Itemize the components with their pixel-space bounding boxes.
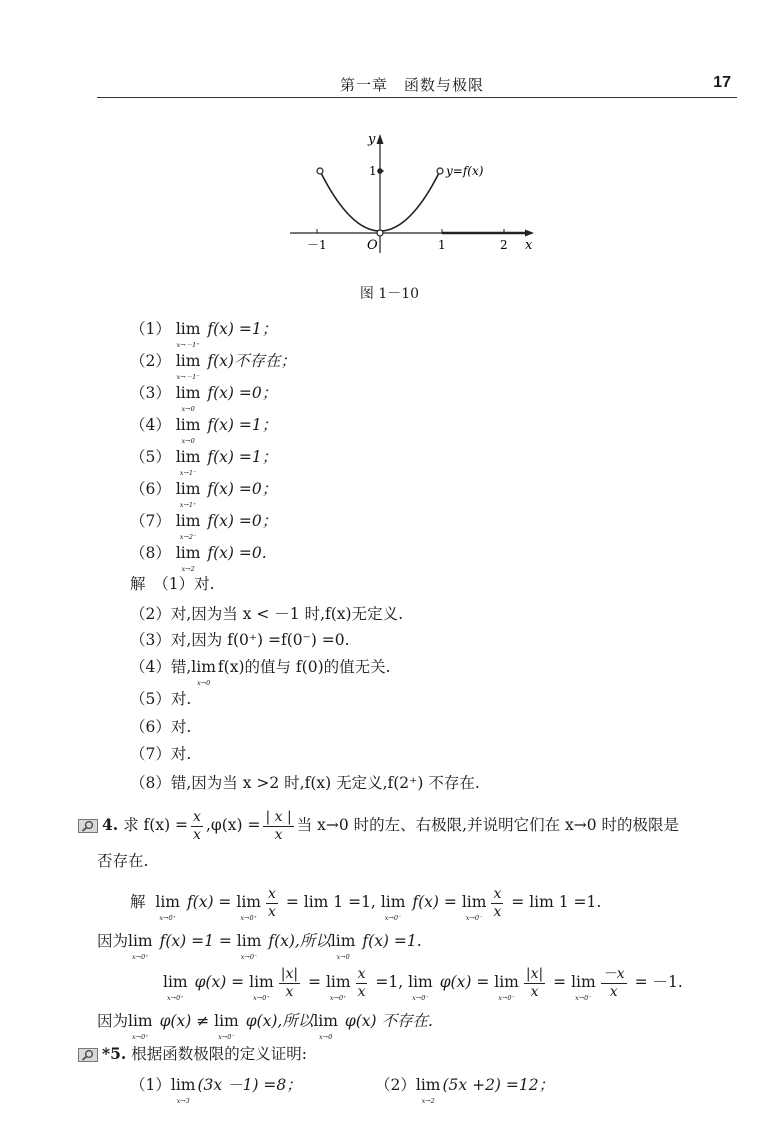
magnifier-icon <box>78 819 98 833</box>
header-rule <box>97 97 737 98</box>
tick-label-neg1: －1 <box>307 238 327 252</box>
y-label: y <box>368 132 376 147</box>
q3-answer-8: （8）错,因为当 x >2 时,f(x) 无定义,f(2⁺) 不存在. <box>130 774 480 792</box>
running-header <box>97 74 737 96</box>
page-number: 17 <box>713 74 731 91</box>
q4-solution-line-3: lim x→0⁺ φ(x) = lim x→0⁺ $\frac{|x|}{x}$ = lim x→0⁺ $\frac{x}{x}$ =1, lim x→0⁻ φ(x) = lim x→0⁻ $\frac{|x|}{x}$ = lim x→0⁻ $\frac{-x}{x}$ = －1. <box>163 965 683 1002</box>
q3-answer-1: 解 （1）对. <box>130 575 215 593</box>
q3-part-1: （1） lim x→－1⁺ f(x) =1； <box>130 320 278 349</box>
q3-part-2: （2） lim x→－1⁻ f(x)不存在； <box>130 352 296 381</box>
q4-statement: 4. 求 f(x) = $\frac{x}{x}$ ,φ(x) = $\frac{| x |}{x}$ 当 x→0 时的左、右极限,并说明它们在 x→0 时的极限是 <box>78 806 679 844</box>
q3-answer-6: （6）对. <box>130 718 192 736</box>
q3-part-8: （8） lim x→2 f(x) =0. <box>130 544 267 573</box>
q3-part-3: （3） lim x→0 f(x) =0； <box>130 384 278 413</box>
figure-caption: 图 1－10 <box>359 286 420 302</box>
q5-part-2: （2）lim x→2 (5x +2) =12； <box>375 1076 555 1105</box>
q3-part-5: （5） lim x→1⁻ f(x) =1； <box>130 448 278 477</box>
magnifier-icon <box>78 1048 98 1062</box>
tick-label-2: 2 <box>500 238 508 252</box>
origin-label: O <box>367 238 378 253</box>
q5-part-1: （1）lim x→3 (3x －1) =8； <box>130 1076 302 1105</box>
q3-answer-7: （7）对. <box>130 745 192 763</box>
q5-number: *5. <box>102 1044 127 1063</box>
q4-solution-line-1: 解 lim x→0⁺ f(x) = lim x→0⁺ $\frac{x}{x}$ = lim 1 =1, lim x→0⁻ f(x) = lim x→0⁻ $\frac{x}{x}$ = lim 1 =1. <box>130 885 602 922</box>
q5-statement: *5. 根据函数极限的定义证明: <box>78 1043 307 1065</box>
open-point-right <box>437 168 443 174</box>
q3-part-6: （6） lim x→1⁺ f(x) =0； <box>130 480 278 509</box>
tick-label-1: 1 <box>438 238 446 252</box>
curve-label: y=f(x) <box>446 164 484 178</box>
x-label: x <box>525 238 533 253</box>
function-graph <box>280 128 540 258</box>
q3-answer-5: （5）对. <box>130 690 192 708</box>
q3-part-7: （7） lim x→2⁻ f(x) =0； <box>130 512 278 541</box>
open-point-left <box>317 168 323 174</box>
q4-solution-line-2: 因为lim x→0⁺ f(x) =1 = lim x→0⁻ f(x),所以lim x→0 f(x) =1. <box>97 932 422 961</box>
q3-part-4: （4） lim x→0 f(x) =1； <box>130 416 278 445</box>
q4-solution-line-4: 因为lim x→0⁺ φ(x) ≠ lim x→0⁻ φ(x),所以lim x→0 φ(x) 不存在. <box>97 1012 433 1041</box>
tick-label-y1: 1 <box>369 164 377 178</box>
q4-number: 4. <box>102 815 119 834</box>
q3-answer-3: （3）对,因为 f(0⁺) =f(0⁻) =0. <box>130 631 350 649</box>
open-point-origin <box>377 230 383 236</box>
y-axis-arrow <box>377 134 384 144</box>
closed-point <box>377 168 383 174</box>
q3-answer-2: （2）对,因为当 x < －1 时,f(x)无定义. <box>130 605 404 623</box>
q4-statement-cont: 否存在. <box>97 852 149 870</box>
chapter-title: 第一章 函数与极限 <box>340 76 485 94</box>
q3-answer-4: （4）错,lim x→0 f(x)的值与 f(0)的值无关. <box>130 658 391 687</box>
